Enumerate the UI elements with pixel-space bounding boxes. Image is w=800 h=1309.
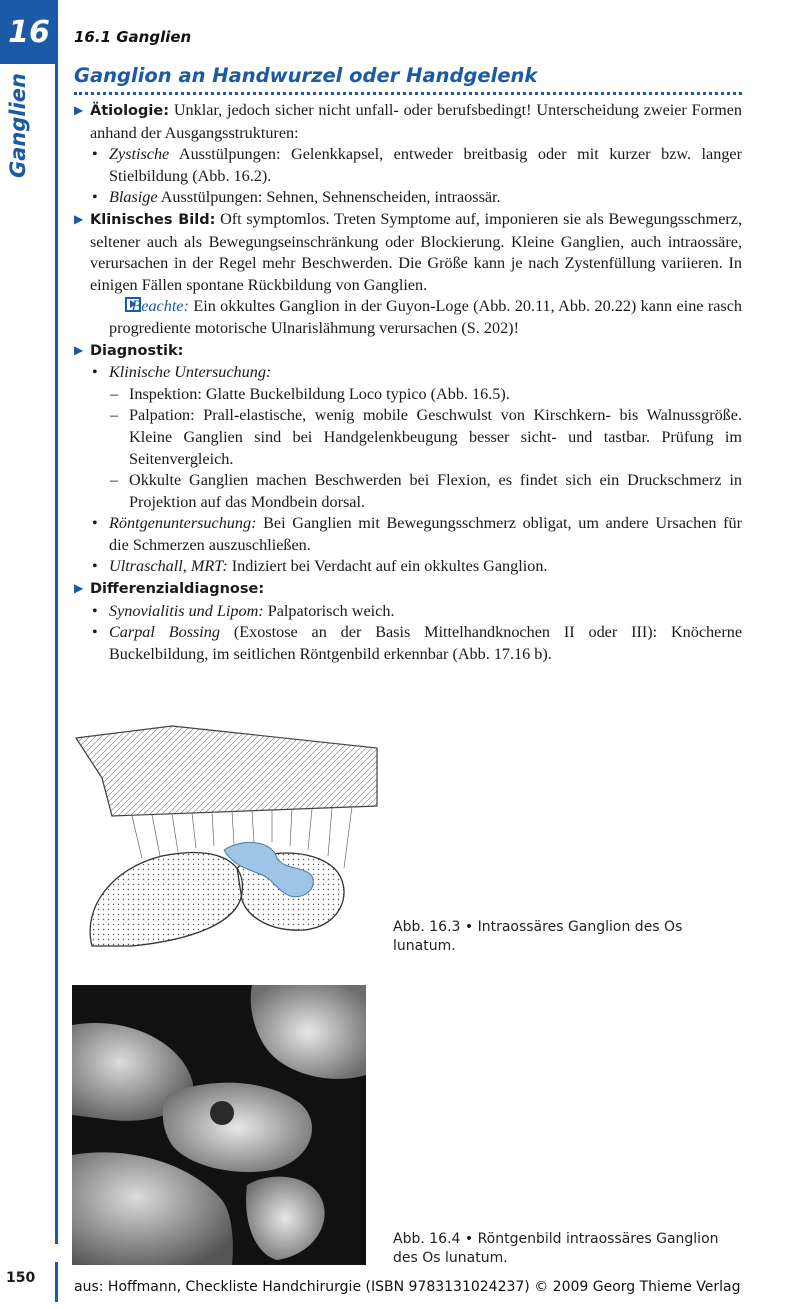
dash-bullet-icon: – [110,406,119,425]
bullet-icon: • [92,514,98,533]
triangle-bullet-icon: ▶ [74,211,84,226]
bullet-icon: • [92,363,98,382]
aetiology-text: Unklar, jedoch sicher nicht unfall- oder berufsbedingt! Unterscheidung zweier Formen anhand der Ausgangsstrukturen: [90,101,743,142]
footer-rule [55,1262,58,1302]
differential-heading [74,578,742,601]
list-item [74,187,742,209]
list-item [74,144,742,187]
figure-caption: Abb. 16.4 • Röntgenbild intraossäres Ganglion des Os lunatum. [393,1231,719,1266]
page-number: 150 [6,1270,36,1286]
item-term: Synovialitis und Lipom: [109,601,264,620]
item-term: Ultraschall, MRT: [109,557,228,576]
chapter-number-badge: 16 [0,0,58,64]
running-head: 16.1 Ganglien [74,28,192,46]
section-title: Ganglion an Handwurzel oder Handgelenk [74,64,538,87]
bullet-icon: • [92,623,98,642]
item-term: Zystische [109,145,170,164]
item-text: Okkulte Ganglien machen Beschwerden bei Flexion, es findet sich ein Druckschmerz in Projektion auf das Mondbein dorsal. [129,471,742,511]
item-text: Inspektion: Glatte Buckelbildung Loco typico (Abb. 16.5). [129,384,510,403]
triangle-bullet-icon: ▶ [74,103,84,117]
item-text: Ausstülpungen: Sehnen, Sehnenscheiden, intraossär. [160,188,501,207]
diagnostics-label: Diagnostik: [90,342,184,359]
list-item [74,362,742,384]
clinical-text: Oft symptomlos. Treten Symptome auf, imponieren sie als Bewegungsschmerz, seltener auch als Bewegungseinschränkung oder Blockierung. Kleine Ganglien, auch intraossäre, verursachen in der Regel mehr Beschwerden. Die Größe kann je nach Zystenfüllung variieren. In einigen Fällen spontane Rückbildung von Ganglien. [90,209,743,294]
triangle-bullet-icon: ▶ [74,342,84,357]
dash-bullet-icon: – [110,384,119,403]
differential-label: Differenzialdiagnose: [90,581,265,598]
list-item [74,622,742,665]
sub-list-item [74,470,742,513]
list-item [74,601,742,623]
dotted-divider [74,92,742,95]
note-text: Ein okkultes Ganglion in der Guyon-Loge (Abb. 20.11, Abb. 20.22) kann eine rasch progrediente motorische Ulnarislähmung verursachen (S. 202)! [109,297,743,337]
diagnostics-heading [74,340,742,363]
bullet-icon: • [92,557,98,576]
body-text [74,100,742,665]
note-label: Beachte: [131,297,189,316]
xray-image [72,985,366,1265]
sub-list-item [74,384,742,406]
item-term: Carpal Bossing [109,623,220,642]
item-term: Röntgenuntersuchung: [109,514,257,533]
clinical-paragraph [74,209,742,296]
aetiology-label: Ätiologie: [90,103,169,119]
aetiology-paragraph [74,100,742,144]
dash-bullet-icon: – [110,471,119,490]
margin-rule [55,64,58,1244]
bullet-icon: • [92,145,98,164]
item-text: Palpatorisch weich. [267,601,395,620]
item-text: Ausstülpungen: Gelenkkapsel, entweder breitbasig oder mit kurzer bzw. langer Stielbildung (Abb. 16.2). [109,145,742,185]
item-text: Bei Ganglien mit Bewegungsschmerz obligat, um andere Ursachen für die Schmerzen auszuschließen. [109,514,743,554]
list-item [74,556,742,578]
item-term: Blasige [109,188,158,207]
item-text: Indiziert bei Verdacht auf ein okkultes Ganglion. [231,557,548,576]
source-footer: aus: Hoffmann, Checkliste Handchirurgie (ISBN 9783131024237) © 2009 Georg Thieme Verlag [74,1279,741,1295]
item-text: (Exostose an der Basis Mittelhandknochen II oder III): Knöcherne Buckelbildung, im seitlichen Röntgenbild erkennbar (Abb. 17.16 b). [109,623,742,663]
bullet-icon: • [92,188,98,207]
item-text: Palpation: Prall-elastische, wenig mobile Geschwulst von Kirschkern- bis Walnussgröße. Kleine Ganglien sind bei Handgelenkbeugung besser sicht- und tastbar. Prüfung im Seitenvergleich. [129,406,742,468]
triangle-bullet-icon: ▶ [74,581,84,596]
sub-list-item [74,405,742,470]
note-paragraph [74,296,742,339]
figure-caption: Abb. 16.3 • Intraossäres Ganglion des Os lunatum. [393,919,683,954]
bullet-icon: • [92,601,98,620]
chapter-side-label: Ganglien [6,73,30,178]
note-arrow-icon [125,297,141,312]
item-term: Klinische Untersuchung: [109,363,272,382]
lunate-ganglion-illustration [72,718,380,958]
list-item [74,513,742,556]
clinical-label: Klinisches Bild: [90,211,216,228]
